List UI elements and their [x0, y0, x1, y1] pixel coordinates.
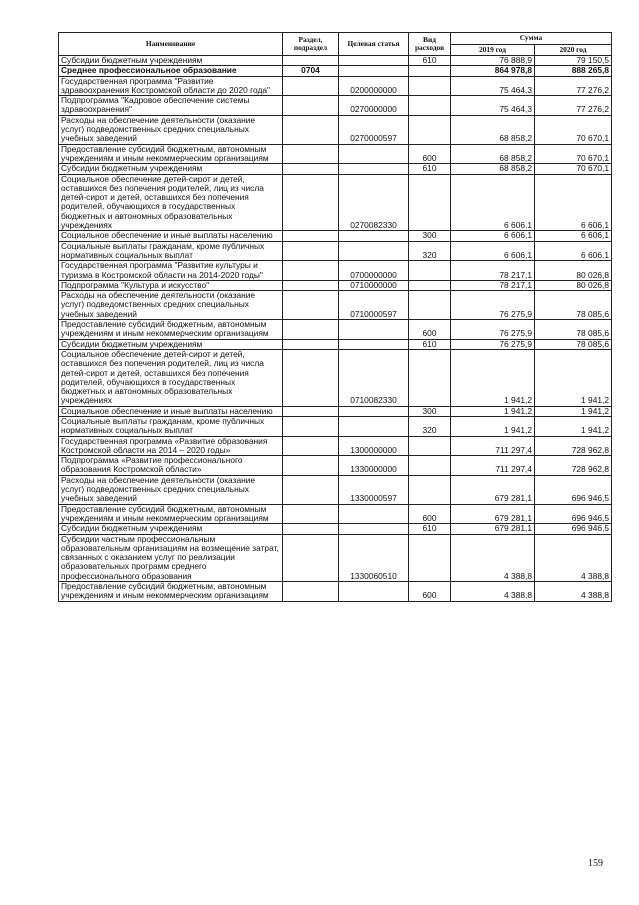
row-sum-2020-cell: 1 941,2: [535, 416, 612, 436]
row-type-cell: [409, 349, 451, 406]
row-name-cell: Субсидии бюджетным учреждениям: [59, 524, 283, 534]
row-section-cell: [283, 96, 339, 116]
header-sum: Сумма: [451, 33, 612, 45]
row-section-cell: [283, 76, 339, 96]
row-target-cell: 0270082330: [339, 174, 409, 231]
row-type-cell: [409, 76, 451, 96]
row-target-cell: 0710082330: [339, 349, 409, 406]
row-target-cell: 0710000597: [339, 291, 409, 320]
row-sum-2019-cell: 679 281,1: [451, 524, 535, 534]
table-row: [59, 164, 612, 174]
table-row: [59, 115, 612, 144]
row-sum-2019-cell: 679 281,1: [451, 504, 535, 524]
row-type-cell: [409, 436, 451, 456]
row-name-cell: Государственная программа «Развитие образования Костромской области на 2014 – 2020 годы»: [59, 436, 283, 456]
row-sum-2020-cell: 70 670,1: [535, 144, 612, 164]
table-row: [59, 504, 612, 524]
row-type-cell: [409, 534, 451, 581]
row-sum-2020-cell: 70 670,1: [535, 115, 612, 144]
row-sum-2020-cell: 888 265,8: [535, 66, 612, 76]
table-row: [59, 406, 612, 416]
row-target-cell: 1300000000: [339, 436, 409, 456]
row-target-cell: [339, 504, 409, 524]
row-name-cell: Субсидии частным профессиональным образовательным организациям на возмещение затрат, связанных с оказанием услуг по реализации образовательных программ среднего профессионального образования: [59, 534, 283, 581]
row-sum-2020-cell: 77 276,2: [535, 96, 612, 116]
row-section-cell: [283, 241, 339, 261]
row-type-cell: 600: [409, 582, 451, 602]
row-sum-2020-cell: 6 606,1: [535, 231, 612, 241]
row-section-cell: [283, 436, 339, 456]
row-target-cell: [339, 66, 409, 76]
row-name-cell: Предоставление субсидий бюджетным, автономным учреждениям и иным некоммерческим организациям: [59, 504, 283, 524]
row-sum-2019-cell: 4 388,8: [451, 534, 535, 581]
row-sum-2019-cell: 4 388,8: [451, 582, 535, 602]
header-year-2019: 2019 год: [451, 45, 535, 56]
row-section-cell: [283, 339, 339, 349]
row-sum-2019-cell: 711 297,4: [451, 436, 535, 456]
row-name-cell: Подпрограмма "Кадровое обеспечение системы здравоохранения": [59, 96, 283, 116]
row-sum-2019-cell: 76 275,9: [451, 339, 535, 349]
row-target-cell: [339, 582, 409, 602]
row-sum-2019-cell: 76 275,9: [451, 320, 535, 340]
page-number: 159: [588, 858, 603, 869]
table-row: [59, 534, 612, 581]
row-sum-2019-cell: 68 858,2: [451, 144, 535, 164]
table-header: [59, 33, 612, 56]
row-sum-2019-cell: 75 464,3: [451, 76, 535, 96]
row-target-cell: [339, 241, 409, 261]
row-name-cell: Среднее профессиональное образование: [59, 66, 283, 76]
row-type-cell: 600: [409, 504, 451, 524]
row-type-cell: [409, 174, 451, 231]
header-name: Наименование: [59, 33, 283, 56]
row-section-cell: 0704: [283, 66, 339, 76]
table-row: [59, 231, 612, 241]
row-name-cell: Субсидии бюджетным учреждениям: [59, 339, 283, 349]
row-section-cell: [283, 56, 339, 66]
row-section-cell: [283, 174, 339, 231]
table-row: [59, 261, 612, 281]
row-sum-2020-cell: 6 606,1: [535, 174, 612, 231]
row-type-cell: 300: [409, 231, 451, 241]
table-row: [59, 436, 612, 456]
row-sum-2020-cell: 79 150,5: [535, 56, 612, 66]
row-target-cell: 0200000000: [339, 76, 409, 96]
table-row: [59, 291, 612, 320]
table-row: [59, 475, 612, 504]
row-sum-2019-cell: 1 941,2: [451, 406, 535, 416]
row-name-cell: Предоставление субсидий бюджетным, автономным учреждениям и иным некоммерческим организациям: [59, 320, 283, 340]
row-name-cell: Социальное обеспечение и иные выплаты населению: [59, 231, 283, 241]
row-sum-2019-cell: 864 978,8: [451, 66, 535, 76]
row-sum-2019-cell: 76 275,9: [451, 291, 535, 320]
row-name-cell: Государственная программа "Развитие культуры и туризма в Костромской области на 2014-2020 годы": [59, 261, 283, 281]
row-target-cell: [339, 320, 409, 340]
row-name-cell: Предоставление субсидий бюджетным, автономным учреждениям и иным некоммерческим организациям: [59, 582, 283, 602]
row-section-cell: [283, 456, 339, 476]
row-type-cell: 600: [409, 320, 451, 340]
row-target-cell: [339, 406, 409, 416]
row-section-cell: [283, 416, 339, 436]
row-name-cell: Субсидии бюджетным учреждениям: [59, 164, 283, 174]
row-target-cell: 1330000000: [339, 456, 409, 476]
row-sum-2020-cell: 4 388,8: [535, 534, 612, 581]
row-section-cell: [283, 231, 339, 241]
budget-table: [58, 32, 612, 602]
row-target-cell: [339, 339, 409, 349]
table-row: [59, 524, 612, 534]
row-target-cell: [339, 144, 409, 164]
row-section-cell: [283, 582, 339, 602]
row-sum-2020-cell: 70 670,1: [535, 164, 612, 174]
table-row: [59, 339, 612, 349]
row-sum-2019-cell: 711 297,4: [451, 456, 535, 476]
row-sum-2020-cell: 696 946,5: [535, 524, 612, 534]
row-sum-2019-cell: 75 464,3: [451, 96, 535, 116]
row-type-cell: [409, 475, 451, 504]
table-row: [59, 96, 612, 116]
row-target-cell: 1330060510: [339, 534, 409, 581]
row-name-cell: Социальные выплаты гражданам, кроме публичных нормативных социальных выплат: [59, 241, 283, 261]
row-sum-2019-cell: 6 606,1: [451, 174, 535, 231]
row-type-cell: 610: [409, 524, 451, 534]
row-sum-2020-cell: 728 962,8: [535, 456, 612, 476]
row-section-cell: [283, 291, 339, 320]
row-target-cell: [339, 164, 409, 174]
row-type-cell: [409, 291, 451, 320]
row-sum-2019-cell: 6 606,1: [451, 231, 535, 241]
header-exp-type: Вид расходов: [409, 33, 451, 56]
row-type-cell: [409, 96, 451, 116]
row-type-cell: 320: [409, 241, 451, 261]
row-type-cell: [409, 280, 451, 290]
row-target-cell: 0710000000: [339, 280, 409, 290]
row-type-cell: [409, 456, 451, 476]
table-row: [59, 456, 612, 476]
row-sum-2020-cell: 78 085,6: [535, 339, 612, 349]
row-section-cell: [283, 406, 339, 416]
row-sum-2019-cell: 68 858,2: [451, 115, 535, 144]
row-name-cell: Социальные выплаты гражданам, кроме публичных нормативных социальных выплат: [59, 416, 283, 436]
table-row: [59, 66, 612, 76]
row-type-cell: [409, 115, 451, 144]
table-body: [59, 56, 612, 602]
row-target-cell: [339, 56, 409, 66]
row-type-cell: 600: [409, 144, 451, 164]
row-target-cell: [339, 524, 409, 534]
row-sum-2020-cell: 728 962,8: [535, 436, 612, 456]
row-type-cell: 610: [409, 56, 451, 66]
row-sum-2020-cell: 1 941,2: [535, 406, 612, 416]
row-sum-2019-cell: 78 217,1: [451, 280, 535, 290]
header-year-2020: 2020 год: [535, 45, 612, 56]
row-section-cell: [283, 504, 339, 524]
row-sum-2020-cell: 1 941,2: [535, 349, 612, 406]
row-sum-2019-cell: 679 281,1: [451, 475, 535, 504]
table-row: [59, 582, 612, 602]
row-type-cell: [409, 261, 451, 281]
row-sum-2019-cell: 6 606,1: [451, 241, 535, 261]
table-row: [59, 320, 612, 340]
row-section-cell: [283, 115, 339, 144]
row-target-cell: 0270000597: [339, 115, 409, 144]
row-type-cell: [409, 66, 451, 76]
row-section-cell: [283, 280, 339, 290]
table-row: [59, 349, 612, 406]
row-name-cell: Расходы на обеспечение деятельности (оказание услуг) подведомственных средних специальных учебных заведений: [59, 291, 283, 320]
row-name-cell: Расходы на обеспечение деятельности (оказание услуг) подведомственных средних специальных учебных заведений: [59, 475, 283, 504]
row-name-cell: Социальное обеспечение детей-сирот и детей, оставшихся без попечения родителей, лиц из числа детей-сирот и детей, оставшихся без попечения родителей, обучающихся в государственных бюджетных и автономных образовательных учреждениях: [59, 174, 283, 231]
table-row: [59, 56, 612, 66]
row-sum-2020-cell: 78 085,6: [535, 320, 612, 340]
row-sum-2020-cell: 77 276,2: [535, 76, 612, 96]
row-sum-2020-cell: 80 026,8: [535, 261, 612, 281]
table-row: [59, 174, 612, 231]
row-type-cell: 610: [409, 339, 451, 349]
row-sum-2020-cell: 6 606,1: [535, 241, 612, 261]
row-sum-2020-cell: 696 946,5: [535, 475, 612, 504]
table-row: [59, 416, 612, 436]
row-sum-2020-cell: 78 085,6: [535, 291, 612, 320]
row-name-cell: Социальное обеспечение и иные выплаты населению: [59, 406, 283, 416]
header-target: Целевая статья: [339, 33, 409, 56]
row-section-cell: [283, 144, 339, 164]
table-row: [59, 76, 612, 96]
row-name-cell: Государственная программа "Развитие здравоохранения Костромской области до 2020 года": [59, 76, 283, 96]
table-row: [59, 144, 612, 164]
row-name-cell: Подпрограмма "Культура и искусство": [59, 280, 283, 290]
row-section-cell: [283, 261, 339, 281]
row-sum-2020-cell: 80 026,8: [535, 280, 612, 290]
row-name-cell: Предоставление субсидий бюджетным, автономным учреждениям и иным некоммерческим организациям: [59, 144, 283, 164]
row-type-cell: 610: [409, 164, 451, 174]
row-target-cell: 0270000000: [339, 96, 409, 116]
row-section-cell: [283, 349, 339, 406]
row-sum-2019-cell: 78 217,1: [451, 261, 535, 281]
row-target-cell: [339, 231, 409, 241]
row-sum-2020-cell: 4 388,8: [535, 582, 612, 602]
row-type-cell: 320: [409, 416, 451, 436]
row-type-cell: 300: [409, 406, 451, 416]
row-name-cell: Субсидии бюджетным учреждениям: [59, 56, 283, 66]
row-sum-2019-cell: 68 858,2: [451, 164, 535, 174]
row-section-cell: [283, 475, 339, 504]
row-sum-2019-cell: 76 888,9: [451, 56, 535, 66]
row-target-cell: 1330000597: [339, 475, 409, 504]
row-sum-2020-cell: 696 946,5: [535, 504, 612, 524]
row-section-cell: [283, 164, 339, 174]
row-section-cell: [283, 320, 339, 340]
row-name-cell: Расходы на обеспечение деятельности (оказание услуг) подведомственных средних специальных учебных заведений: [59, 115, 283, 144]
row-target-cell: 0700000000: [339, 261, 409, 281]
row-sum-2019-cell: 1 941,2: [451, 416, 535, 436]
row-section-cell: [283, 524, 339, 534]
row-name-cell: Подпрограмма «Развитие профессионального образования Костромской области»: [59, 456, 283, 476]
row-name-cell: Социальное обеспечение детей-сирот и детей, оставшихся без попечения родителей, лиц из числа детей-сирот и детей, оставшихся без попечения родителей, обучающихся в государственных бюджетных и автономных образовательных учреждениях: [59, 349, 283, 406]
table-row: [59, 241, 612, 261]
header-section: Раздел, подраздел: [283, 33, 339, 56]
row-target-cell: [339, 416, 409, 436]
table-row: [59, 280, 612, 290]
row-section-cell: [283, 534, 339, 581]
row-sum-2019-cell: 1 941,2: [451, 349, 535, 406]
